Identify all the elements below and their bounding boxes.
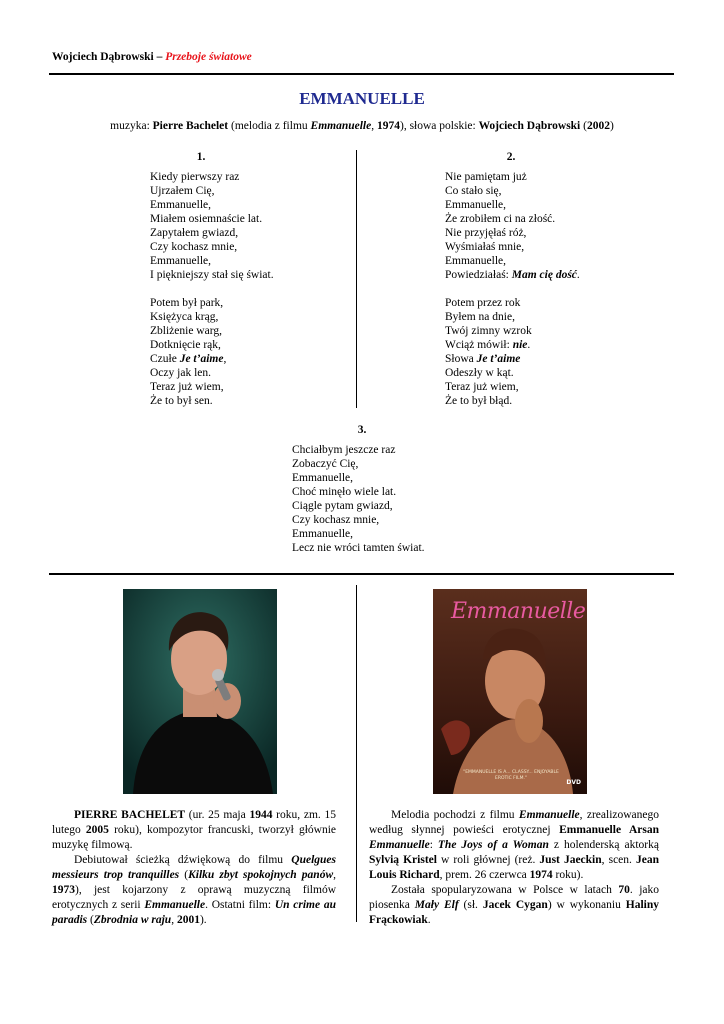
poster-tagline: "EMMANUELLE IS A... CLASSY... ENJOYABLE EROTIC FILM." [463,770,559,781]
lyricist: Wojciech Dąbrowski [478,120,581,132]
composer-bio: PIERRE BACHELET (ur. 25 maja 1944 roku, zm. 15 lutego 2005 roku), kompozytor francuski, tworzył głównie muzykę filmową. Debiutował ścieżką dźwiękową do filmu Quelgues messieurs trop tranquilles (Kilku zbyt spokojnych panów, 1973), jest kojarzony z oprawą muzyczną filmów erotycznych z serii Emmanuelle. Ostatni film: Un crime au paradis (Zbrodnia w raju, 2001). [52,809,336,926]
section-rule [49,573,674,575]
film-title: Emmanuelle [310,120,372,132]
header-rule [49,73,674,75]
poster-title: Emmanuelle [451,599,586,624]
verse-divider [356,150,357,408]
verse-2-number: 2. [506,151,516,163]
running-header [52,51,252,63]
composer-photo [123,589,277,794]
film-poster [433,589,587,794]
verse-3: Chciałbym jeszcze raz Zobaczyć Cię, Emmanuelle, Choć minęło wiele lat. Ciągle pytam gwiazd, Czy kochasz mnie, Emmanuelle, Lecz nie wróci tamten świat. [292,444,425,554]
header-author: Wojciech Dąbrowski [52,51,154,63]
verse-3-number: 3. [357,424,367,436]
header-dash: – [153,51,166,63]
composer: Pierre Bachelet [152,120,229,132]
dvd-badge: DVD [566,779,581,786]
header-series: Przeboje światowe [165,51,252,63]
film-info: Melodia pochodzi z filmu Emmanuelle, zrealizowanego według słynnej powieści erotycznej Emmanuelle Arsan Emmanuelle: The Joys of a Woman z holenderską aktorką Sylvią Kristel w roli głównej (reż. Just Jaeckin, scen. Jean Louis Richard, prem. 26 czerwca 1974 roku). Została spopularyzowana w Polsce w latach 70. jako piosenka Mały Elf (sł. Jacek Cygan) w wykonaniu Haliny Frąckowiak. [369,809,660,926]
bio-divider [356,585,357,922]
verse-2: Nie pamiętam już Co stało się, Emmanuelle, Że zrobiłem ci na złość. Nie przyjęłaś róż, Wyśmiałaś mnie, Emmanuelle, Powiedziałaś: Mam cię dość. Potem przez rok Byłem na dnie, Twój zimny wzrok Wciąż mówił: nie. Słowa Je t’aime Odeszły w kąt. Teraz już wiem, Że to był błąd. [445,171,580,407]
song-title: EMMANUELLE [299,89,425,108]
verse-1-number: 1. [196,151,206,163]
song-credits: muzyka: Pierre Bachelet (melodia z filmu Emmanuelle, 1974), słowa polskie: Wojciech Dąbrowski (2002) [110,120,614,132]
verse-1: Kiedy pierwszy raz Ujrzałem Cię, Emmanuelle, Miałem osiemnaście lat. Zapytałem gwiazd, Czy kochasz mnie, Emmanuelle, I piękniejszy stał się świat. Potem był park, Księżyca krąg, Zbliżenie warg, Dotknięcie rąk, Czułe Je t’aime, Oczy jak len. Teraz już wiem, Że to był sen. [150,171,274,407]
